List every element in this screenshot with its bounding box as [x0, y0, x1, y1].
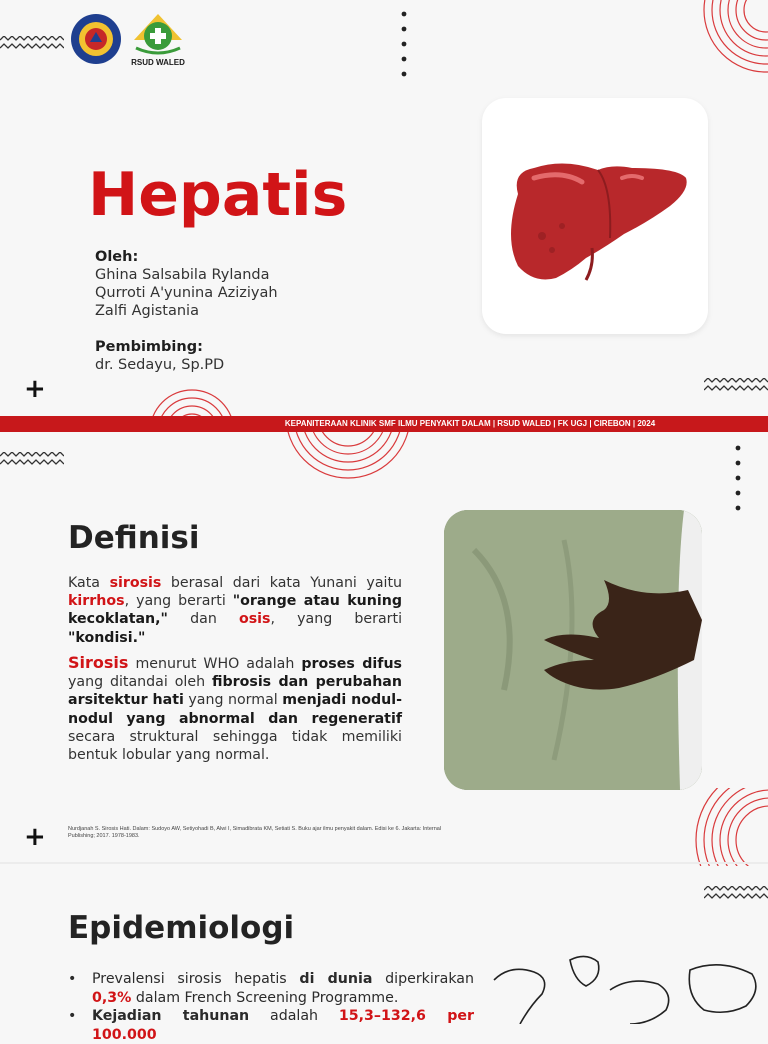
text-run: , yang berarti [270, 611, 403, 628]
text-run: yang ditandai oleh [68, 674, 212, 691]
advisor-label: Pembimbing: [95, 339, 203, 355]
definition-paragraph [68, 574, 402, 647]
world-map-icon [490, 950, 768, 1024]
dots-decoration [732, 444, 744, 514]
term-osis: osis [238, 611, 271, 628]
text-run: Kata [68, 575, 110, 591]
term-proses: proses difus [301, 656, 402, 672]
term-dunia: di dunia [299, 971, 373, 987]
section-divider [0, 862, 768, 864]
author-block [95, 248, 278, 374]
text-run: , yang berarti [124, 593, 233, 610]
term-percent: 0,3% [92, 989, 132, 1006]
text-run: berasal dari kata Yunani yaitu [161, 575, 403, 591]
dots-decoration [398, 10, 410, 80]
text-run: Prevalensi sirosis hepatis [92, 971, 300, 987]
term-orange: "orange atau kuning kecoklatan," [68, 593, 402, 628]
university-logo [70, 12, 122, 66]
term-sirosis: sirosis [109, 575, 162, 591]
term-kejadian: Kejadian tahunan [92, 1008, 250, 1024]
authors-label: Oleh: [95, 249, 139, 265]
term-kondisi: "kondisi." [68, 629, 146, 646]
rsud-logo-text: RSUD WALED [131, 58, 185, 67]
text-run: dalam French Screening Programme. [131, 989, 399, 1006]
concentric-circles-decoration [684, 0, 768, 76]
liver-illustration-card [482, 98, 708, 334]
epidemiology-list [68, 970, 474, 1044]
concentric-circles-decoration [690, 788, 768, 866]
zigzag-decoration [0, 452, 64, 470]
term-sirosis-heading: Sirosis [68, 653, 129, 672]
text-run: dan [167, 611, 239, 628]
liver-illustration [482, 98, 708, 334]
abdomen-photo [444, 510, 702, 790]
section-title-epidemiologi: Epidemiologi [68, 910, 295, 946]
plus-icon: + [24, 374, 46, 404]
list-item [68, 970, 474, 1007]
author-name: Ghina Salsabila Rylanda [95, 267, 270, 283]
banner-text: KEPANITERAAN KLINIK SMF ILMU PENYAKIT DALAM | RSUD WALED | FK UGJ | CIREBON | 2024 [284, 419, 656, 428]
text-run: yang normal [183, 692, 283, 709]
author-name: Zalfi Agistania [95, 303, 199, 319]
reference-citation: Nurdjanah S. Sirosis Hati. Dalam: Sudoyo AW, Setiyohadi B, Alwi I, Simadibrata KM, Setiati S. Buku ajar ilmu penyakit dalam. Edisi ke 6. Jakarta: Internal Publishing; 2017. 1978-1983. [68, 826, 442, 839]
advisor-name: dr. Sedayu, Sp.PD [95, 357, 225, 373]
who-definition-paragraph [68, 654, 402, 764]
list-item [68, 1007, 474, 1044]
text-run: diperkirakan [372, 971, 474, 987]
page-title: Hepatis [88, 160, 348, 230]
text-run: menurut WHO adalah [128, 656, 302, 672]
term-kirrhos: kirrhos [68, 593, 125, 610]
concentric-circles-decoration [284, 432, 412, 480]
concentric-circles-decoration [148, 388, 236, 416]
author-name: Qurroti A'yunina Aziziyah [95, 285, 278, 301]
term-nodul: menjadi nodul-nodul yang abnormal dan regeneratif [68, 692, 402, 727]
section-title-definisi: Definisi [68, 520, 200, 556]
text-run: secara struktural sehingga tidak memiliki bentuk lobular yang normal. [68, 728, 402, 764]
plus-icon: + [24, 822, 46, 852]
rsud-logo [124, 10, 192, 66]
zigzag-decoration [0, 36, 64, 54]
zigzag-decoration [704, 886, 768, 904]
text-run: adalah [249, 1008, 339, 1024]
term-range: 15,3–132,6 per 100.000 [92, 1008, 474, 1043]
zigzag-decoration [704, 378, 768, 396]
term-fibrosis: fibrosis dan perubahan arsitektur hati [68, 674, 402, 709]
institution-banner [0, 416, 768, 432]
